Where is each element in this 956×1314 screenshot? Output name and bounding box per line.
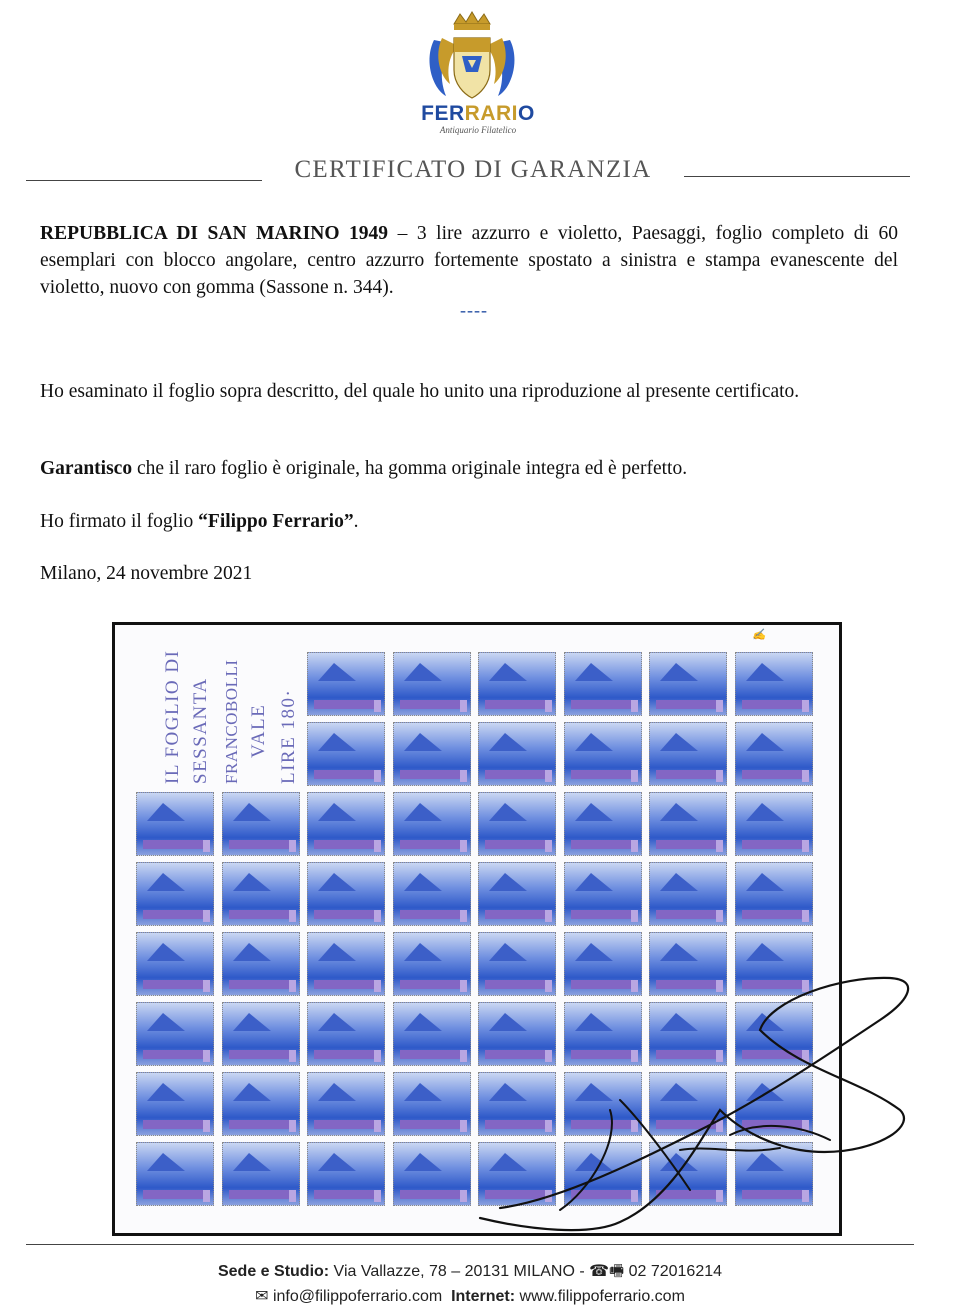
stamp	[136, 932, 214, 996]
description-divider: ----	[460, 300, 488, 320]
stamp	[735, 722, 813, 786]
stamp-landscape	[147, 873, 185, 891]
footer-rule	[26, 1244, 914, 1245]
selvage-line-2: SESSANTA	[190, 677, 211, 784]
brand-part-2: RARI	[464, 102, 518, 125]
brand-part-3: O	[518, 102, 535, 125]
stamp-label-bar	[485, 770, 549, 779]
email-address[interactable]: info@filippoferrario.com	[272, 1288, 443, 1305]
stamp-value	[203, 1050, 210, 1062]
guarantee-lead: Garantisco	[40, 458, 133, 479]
stamp-value	[374, 1050, 381, 1062]
stamp-landscape	[660, 733, 698, 751]
stamp	[478, 722, 556, 786]
signed-paragraph	[40, 508, 898, 535]
stamp-landscape	[575, 943, 613, 961]
stamp-value	[289, 840, 296, 852]
stamp-label-bar	[571, 840, 635, 849]
stamp-landscape	[660, 663, 698, 681]
stamp-landscape	[404, 1153, 442, 1171]
stamp-label-bar	[400, 910, 464, 919]
stamp-label-bar	[229, 910, 293, 919]
stamp-landscape	[575, 803, 613, 821]
stamp-label-bar	[143, 1120, 207, 1129]
stamp-landscape	[147, 803, 185, 821]
stamp-label-bar	[656, 770, 720, 779]
stamp-label-bar	[314, 700, 378, 709]
stamp-label-bar	[314, 840, 378, 849]
stamp-landscape	[404, 873, 442, 891]
stamp	[307, 1002, 385, 1066]
stamp	[649, 652, 727, 716]
stamp-landscape	[746, 873, 784, 891]
stamp	[222, 792, 300, 856]
stamp-landscape	[147, 1153, 185, 1171]
stamp-landscape	[318, 943, 356, 961]
stamp-landscape	[746, 733, 784, 751]
stamp-label-bar	[742, 840, 806, 849]
stamp-value	[631, 700, 638, 712]
stamp-value	[460, 840, 467, 852]
stamp	[136, 1072, 214, 1136]
stamp-value	[545, 770, 552, 782]
stamp-landscape	[746, 803, 784, 821]
stamp-landscape	[233, 803, 271, 821]
stamp-landscape	[404, 803, 442, 821]
description-text: – 3 lire azzurro e violetto, Paesaggi, foglio completo di 60 esemplari con blocco angolare, centro azzurro fortemente spostato a sinistra e stampa evanescente del violetto, nuovo con gomma (Sassone n. 344).	[40, 223, 898, 298]
selvage-line-3: FRANCOBOLLI	[222, 659, 241, 784]
footer-address	[0, 1260, 940, 1287]
stamp-value	[289, 1120, 296, 1132]
stamp-landscape	[318, 1153, 356, 1171]
stamp-landscape	[318, 733, 356, 751]
stamp-label-bar	[314, 770, 378, 779]
stamp-landscape	[489, 943, 527, 961]
stamp	[735, 792, 813, 856]
stamp-landscape	[575, 733, 613, 751]
stamp-landscape	[575, 873, 613, 891]
stamp-value	[631, 840, 638, 852]
stamp	[393, 792, 471, 856]
address-label: Sede e Studio:	[217, 1263, 330, 1280]
stamp-landscape	[318, 803, 356, 821]
sheet-selvage	[140, 649, 308, 784]
internet-label: Internet:	[451, 1288, 516, 1305]
stamp	[307, 932, 385, 996]
stamp-value	[374, 840, 381, 852]
stamp-label-bar	[656, 840, 720, 849]
selvage-line-4: VALE	[248, 703, 269, 758]
stamp-value	[374, 910, 381, 922]
brand-part-1: FER	[421, 102, 465, 125]
stamp-value	[802, 700, 809, 712]
stamp-label-bar	[143, 980, 207, 989]
stamp-landscape	[489, 803, 527, 821]
stamp-value	[802, 770, 809, 782]
stamp-label-bar	[656, 700, 720, 709]
address-text: Via Vallazze, 78 – 20131 MILANO - ☎🖷 02 72016214	[329, 1263, 723, 1280]
stamp-label-bar	[314, 1120, 378, 1129]
stamp	[136, 792, 214, 856]
handwritten-signature	[440, 960, 930, 1260]
selvage-line-5: LIRE 180·	[278, 688, 299, 784]
stamp	[478, 652, 556, 716]
selvage-line-1: IL FOGLIO DI	[162, 649, 183, 784]
stamp	[222, 932, 300, 996]
stamp-value	[289, 1050, 296, 1062]
stamp	[564, 722, 642, 786]
stamp-value	[631, 770, 638, 782]
stamp-landscape	[233, 873, 271, 891]
stamp	[222, 862, 300, 926]
stamp-landscape	[233, 1083, 271, 1101]
stamp-label-bar	[742, 700, 806, 709]
description-lead: REPUBBLICA DI SAN MARINO 1949	[40, 223, 389, 244]
stamp-label-bar	[485, 700, 549, 709]
stamp-value	[203, 910, 210, 922]
stamp-label-bar	[314, 1050, 378, 1059]
stamp-label-bar	[314, 980, 378, 989]
stamp-value	[203, 980, 210, 992]
stamp-label-bar	[229, 1050, 293, 1059]
stamp-landscape	[489, 733, 527, 751]
stamp	[222, 1142, 300, 1206]
stamp-value	[460, 770, 467, 782]
website-link[interactable]: www.filippoferrario.com	[515, 1288, 685, 1305]
stamp	[564, 652, 642, 716]
stamp-landscape	[746, 943, 784, 961]
stamp-landscape	[147, 1013, 185, 1031]
examined-paragraph: Ho esaminato il foglio sopra descritto, del quale ho unito una riproduzione al presente certificato.	[40, 381, 800, 402]
guarantee-paragraph	[40, 455, 898, 482]
stamp-label-bar	[742, 910, 806, 919]
stamp-landscape	[404, 943, 442, 961]
sheet-pencil-mark: ✍	[752, 629, 766, 641]
stamp-landscape	[233, 1153, 271, 1171]
stamp	[393, 652, 471, 716]
stamp-value	[716, 700, 723, 712]
stamp-value	[203, 1120, 210, 1132]
stamp	[222, 1002, 300, 1066]
stamp-value	[545, 700, 552, 712]
stamp-value	[716, 770, 723, 782]
stamp-label-bar	[143, 1050, 207, 1059]
stamp-label-bar	[571, 770, 635, 779]
stamp-label-bar	[143, 840, 207, 849]
stamp-value	[289, 1190, 296, 1202]
stamp-label-bar	[229, 1120, 293, 1129]
stamp-value	[374, 700, 381, 712]
stamp	[478, 792, 556, 856]
stamp-value	[374, 1190, 381, 1202]
stamp-label-bar	[656, 910, 720, 919]
stamp	[222, 1072, 300, 1136]
stamp-label-bar	[400, 840, 464, 849]
signed-suffix: .	[353, 511, 359, 532]
stamp-label-bar	[485, 840, 549, 849]
stamp-landscape	[318, 1013, 356, 1031]
stamp-value	[802, 840, 809, 852]
stamp	[564, 792, 642, 856]
place-date: Milano, 24 novembre 2021	[40, 563, 253, 584]
stamp-landscape	[318, 873, 356, 891]
stamp-landscape	[233, 943, 271, 961]
stamp-value	[289, 980, 296, 992]
stamp-label-bar	[229, 1190, 293, 1199]
stamp-value	[374, 980, 381, 992]
stamp	[307, 862, 385, 926]
stamp	[136, 1142, 214, 1206]
brand-tagline: Antiquario Filatelico	[439, 125, 517, 135]
stamp	[478, 862, 556, 926]
stamp-landscape	[489, 873, 527, 891]
stamp	[307, 1072, 385, 1136]
stamp-landscape	[404, 733, 442, 751]
stamp-label-bar	[143, 910, 207, 919]
stamp-landscape	[404, 1013, 442, 1031]
stamp-value	[460, 910, 467, 922]
stamp-landscape	[147, 943, 185, 961]
stamp	[307, 722, 385, 786]
stamp	[136, 1002, 214, 1066]
stamp-value	[716, 840, 723, 852]
stamp-landscape	[660, 943, 698, 961]
stamp-value	[802, 910, 809, 922]
stamp-value	[545, 840, 552, 852]
stamp-label-bar	[229, 840, 293, 849]
stamp-label-bar	[229, 980, 293, 989]
stamp-label-bar	[485, 910, 549, 919]
stamp-landscape	[660, 873, 698, 891]
stamp-landscape	[147, 1083, 185, 1101]
stamp-landscape	[233, 1013, 271, 1031]
stamp	[393, 722, 471, 786]
stamp-value	[203, 840, 210, 852]
stamp	[649, 792, 727, 856]
item-description	[40, 220, 898, 301]
stamp-landscape	[318, 1083, 356, 1101]
stamp-value	[716, 910, 723, 922]
stamp-label-bar	[400, 770, 464, 779]
stamp	[307, 652, 385, 716]
title-rule-left	[26, 180, 262, 181]
stamp-landscape	[489, 663, 527, 681]
stamp-value	[460, 700, 467, 712]
stamp	[307, 1142, 385, 1206]
stamp	[136, 862, 214, 926]
signed-name: “Filippo Ferrario”	[198, 511, 354, 532]
stamp-landscape	[404, 1083, 442, 1101]
stamp	[393, 862, 471, 926]
stamp	[564, 862, 642, 926]
brand-name	[390, 102, 566, 126]
stamp-label-bar	[314, 910, 378, 919]
envelope-icon: ✉	[255, 1288, 269, 1305]
stamp-value	[203, 1190, 210, 1202]
stamp	[735, 862, 813, 926]
guarantee-text: che il raro foglio è originale, ha gomma originale integra ed è perfetto.	[132, 458, 688, 479]
stamp	[649, 862, 727, 926]
stamp-label-bar	[742, 770, 806, 779]
stamp-landscape	[660, 803, 698, 821]
stamp-landscape	[318, 663, 356, 681]
stamp-value	[374, 1120, 381, 1132]
title-rule-right	[684, 176, 910, 177]
stamp-value	[374, 770, 381, 782]
footer-contact	[0, 1286, 940, 1306]
stamp-landscape	[746, 663, 784, 681]
stamp-label-bar	[571, 700, 635, 709]
signed-prefix: Ho firmato il foglio	[40, 511, 199, 532]
stamp-landscape	[575, 663, 613, 681]
stamp-value	[631, 910, 638, 922]
stamp-landscape	[404, 663, 442, 681]
stamp-label-bar	[571, 910, 635, 919]
stamp	[307, 792, 385, 856]
stamp-label-bar	[314, 1190, 378, 1199]
stamp	[735, 652, 813, 716]
stamp-label-bar	[143, 1190, 207, 1199]
stamp-value	[545, 910, 552, 922]
stamp	[649, 722, 727, 786]
stamp-label-bar	[400, 700, 464, 709]
stamp-value	[289, 910, 296, 922]
certificate-title: CERTIFICATO DI GARANZIA	[294, 156, 652, 183]
